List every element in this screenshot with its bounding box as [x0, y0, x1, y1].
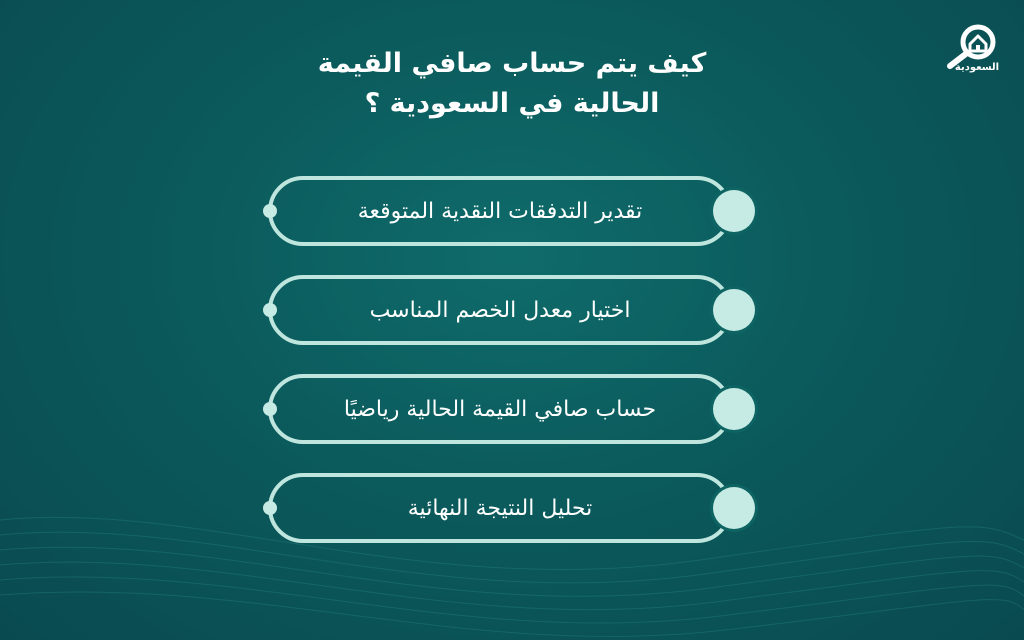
step-1-label: تقدير التدفقات النقدية المتوقعة: [357, 198, 643, 224]
step-3-label: حساب صافي القيمة الحالية رياضيًا: [343, 396, 657, 422]
step-2-connector-dot: [263, 303, 277, 317]
step-4-label: تحليل النتيجة النهائية: [407, 495, 593, 521]
title-line-2: الحالية في السعودية ؟: [364, 88, 660, 119]
step-4-connector-dot: [263, 501, 277, 515]
step-4-marker: [713, 487, 755, 529]
step-2-label: اختيار معدل الخصم المناسب: [369, 297, 631, 323]
step-3: [268, 374, 732, 444]
title-line-1: كيف يتم حساب صافي القيمة: [317, 48, 707, 79]
step-4: [268, 473, 732, 543]
step-1: [268, 176, 732, 246]
page-title: [262, 44, 762, 124]
step-2-marker: [713, 289, 755, 331]
step-1-connector-dot: [263, 204, 277, 218]
step-3-marker: [713, 388, 755, 430]
step-1-marker: [713, 190, 755, 232]
step-3-connector-dot: [263, 402, 277, 416]
logo-text: السعودية: [954, 62, 1000, 73]
step-2: [268, 275, 732, 345]
